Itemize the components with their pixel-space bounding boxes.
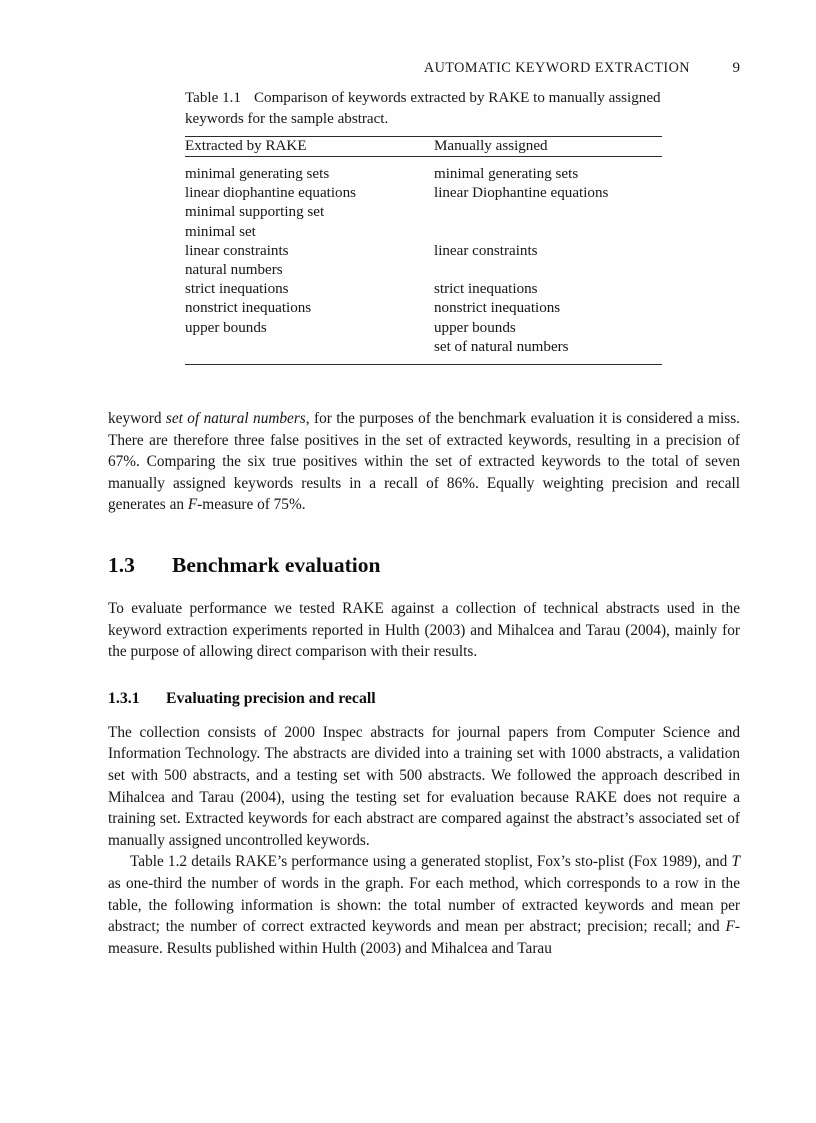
table-header-row — [185, 137, 662, 156]
table-1-1 — [185, 88, 662, 365]
table-spacer-bottom — [185, 357, 662, 364]
spacer — [108, 516, 740, 552]
para1-italic-f: F — [187, 496, 198, 514]
table-spacer-row — [185, 157, 662, 165]
cell-extracted: linear constraints — [185, 242, 289, 259]
table-row — [185, 184, 662, 203]
paragraph-continuation — [108, 408, 740, 516]
cell-manual: nonstrict inequations — [434, 300, 561, 317]
table-caption — [185, 88, 662, 131]
table-row — [185, 223, 662, 242]
table-row — [185, 338, 662, 357]
para1-text-b: , for the purposes of the benchmark evaluation it is considered a miss. There are therefore three false positives in the set of extracted keywords, resulting in a precision of 67%. Comparing the six true positives within the set of extracted keywords to the total of seven manually assigned keywords results in a recall of 86%. Equally weighting precision and recall generates an — [108, 410, 740, 514]
para4-italic-f: F — [725, 918, 735, 936]
cell-manual: upper bounds — [434, 319, 516, 336]
cell-manual: set of natural numbers — [434, 338, 569, 355]
cell-manual: linear Diophantine equations — [434, 185, 609, 202]
cell-manual — [434, 261, 662, 280]
table-row — [185, 299, 662, 318]
spacer — [108, 663, 740, 689]
column-header-manual: Manually assigned — [434, 137, 548, 154]
paragraph-collection: The collection consists of 2000 Inspec abstracts for journal papers from Computer Science and Information Technology. The abstracts are divided into a training set with 1000 abstracts, a validation set with 500 abstracts, and a testing set with 500 abstracts. We followed the approach described in Mihalcea and Tarau (2004), using the testing set for evaluation because RAKE does not require a training set. Extracted keywords for each abstract are compared against the abstract’s associated set of manually assigned uncontrolled keywords. — [108, 723, 740, 849]
cell-extracted: minimal supporting set — [185, 204, 325, 221]
table-row — [185, 242, 662, 261]
running-head-title: AUTOMATIC KEYWORD EXTRACTION — [423, 60, 690, 76]
paragraph-benchmark-intro: To evaluate performance we tested RAKE against a collection of technical abstracts used in the keyword extraction experiments reported in Hulth (2003) and Mihalcea and Tarau (2004), mainly for the purpose of allowing direct comparison with their results. — [108, 599, 740, 661]
table-grid — [185, 137, 662, 156]
running-head — [108, 60, 740, 82]
table-row — [185, 319, 662, 338]
section-number: 1.3 — [108, 552, 135, 577]
table-body-grid — [185, 157, 662, 364]
table-body — [185, 165, 662, 357]
table-header — [185, 137, 662, 156]
cell-extracted: linear diophantine equations — [185, 185, 357, 202]
table-row — [185, 165, 662, 184]
subsection-heading-1-3-1 — [108, 689, 740, 709]
cell-extracted: nonstrict inequations — [185, 300, 312, 317]
para4-italic-t: T — [731, 853, 740, 871]
para4-text-c: -measure. Results published within Hulth (2003) and Mihalcea and Tarau — [108, 918, 740, 957]
table-caption-text: Comparison of keywords extracted by RAKE to manually assigned keywords for the sample abstract. — [185, 90, 661, 128]
table-row — [185, 261, 662, 280]
table-row — [185, 280, 662, 299]
para4-text-a: Table 1.2 details RAKE’s performance using a generated stoplist, Fox’s sto-plist (Fox 1989), and — [130, 853, 732, 871]
cell-extracted — [185, 338, 434, 357]
section-heading-1-3 — [108, 552, 740, 578]
para1-text-c: -measure of 75%. — [197, 496, 306, 514]
cell-extracted: natural numbers — [185, 262, 283, 279]
spacer — [108, 709, 740, 722]
body-column — [108, 408, 740, 959]
table-bottom-rule — [185, 364, 662, 365]
subsection-title: Evaluating precision and recall — [166, 689, 376, 707]
cell-manual — [434, 203, 662, 222]
cell-manual — [434, 223, 662, 242]
table-spacer-top — [185, 157, 662, 165]
para1-italic-keyword: set of natural numbers — [165, 410, 306, 427]
page-number: 9 — [732, 60, 740, 76]
cell-extracted: minimal set — [185, 223, 256, 240]
spacer — [108, 578, 740, 598]
cell-manual: strict inequations — [434, 281, 538, 298]
table-spacer-row — [185, 357, 662, 364]
para4-text-b: as one-third the number of words in the graph. For each method, which corresponds to a row in the table, the following information is shown: the total number of extracted keywords and mean per abstract; the number of correct extracted keywords and mean per abstract; precision; recall; and — [108, 874, 740, 936]
subsection-number: 1.3.1 — [108, 689, 140, 707]
cell-extracted: upper bounds — [185, 319, 267, 336]
cell-extracted: minimal generating sets — [185, 166, 330, 183]
column-header-extracted: Extracted by RAKE — [185, 137, 307, 154]
cell-manual: linear constraints — [434, 242, 538, 259]
section-title: Benchmark evaluation — [172, 552, 381, 577]
table-caption-label: Table 1.1 — [185, 90, 241, 106]
cell-extracted: strict inequations — [185, 281, 289, 298]
table-row — [185, 203, 662, 222]
paragraph-table-1-2 — [108, 851, 740, 959]
cell-manual: minimal generating sets — [434, 166, 579, 183]
para1-text-a: keyword — [108, 410, 166, 427]
